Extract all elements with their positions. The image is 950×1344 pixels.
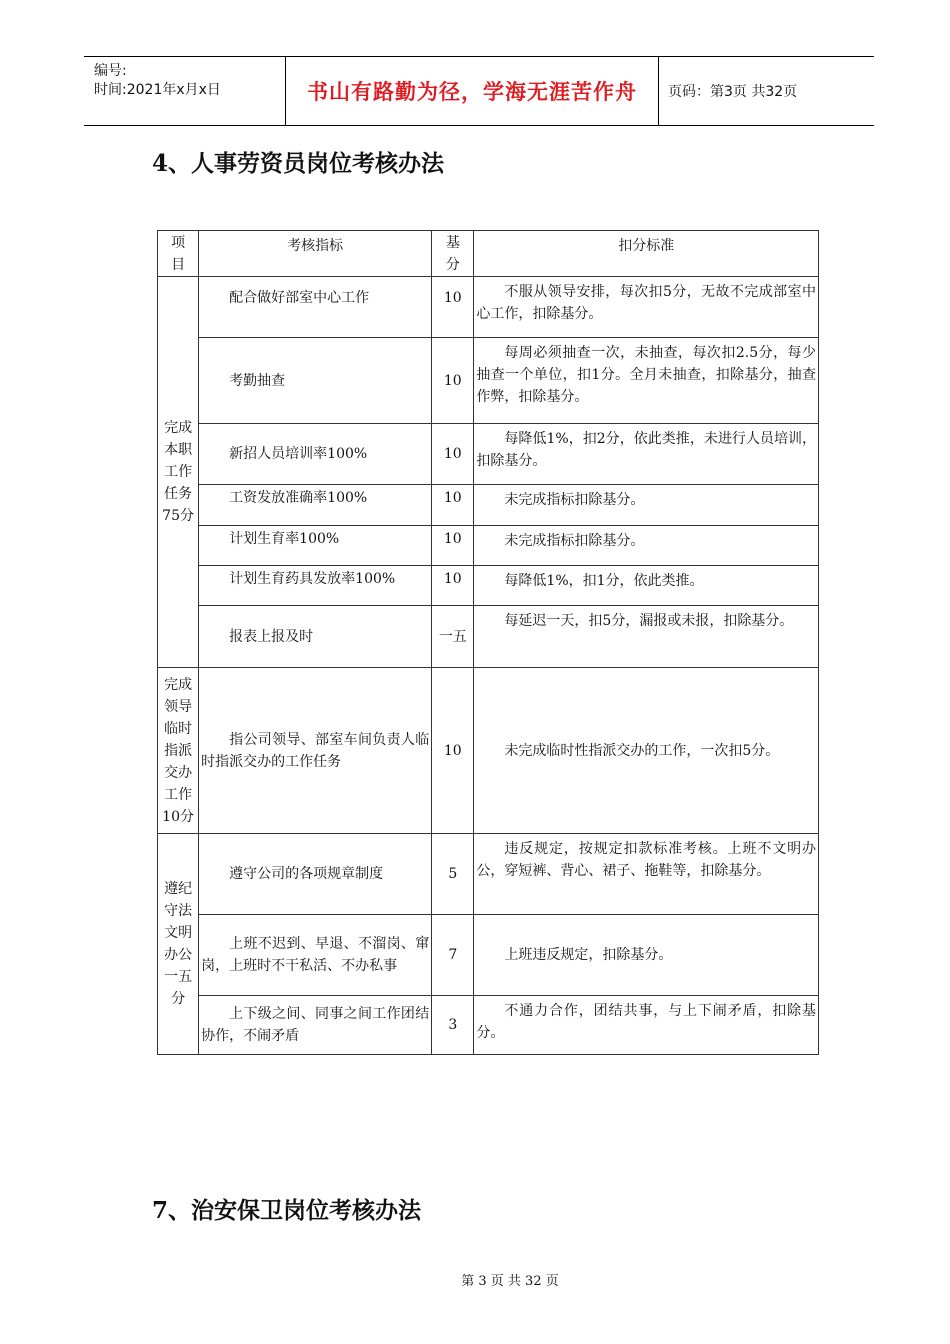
table-row xyxy=(158,485,819,526)
standard-cell: 未完成临时性指派交办的工作，一次扣5分。 xyxy=(474,668,819,834)
table-row xyxy=(158,668,819,834)
table-row xyxy=(158,338,819,424)
base-cell: 10 xyxy=(432,668,474,834)
header-base: 基分 xyxy=(432,231,474,277)
base-cell: 10 xyxy=(432,277,474,338)
table-row xyxy=(158,606,819,668)
standard-cell: 每降低1%，扣1分，依此类推。 xyxy=(474,566,819,606)
standard-cell: 不通力合作，团结共事，与上下闹矛盾，扣除基分。 xyxy=(474,996,819,1055)
table-row xyxy=(158,566,819,606)
page-footer: 第 3 页 共 32 页 xyxy=(461,1274,559,1289)
section-title-hr: 4、人事劳资员岗位考核办法 xyxy=(152,150,445,177)
base-cell: 5 xyxy=(432,834,474,915)
group-project-cell: 遵纪守法文明办公一五分 xyxy=(158,834,199,1055)
serial-label: 编号: xyxy=(94,63,127,79)
base-cell: 10 xyxy=(432,526,474,566)
header-project: 项目 xyxy=(158,231,199,277)
standard-cell: 每延迟一天，扣5分，漏报或未报，扣除基分。 xyxy=(474,606,819,668)
header-motto-cell xyxy=(285,57,659,125)
base-cell: 一五 xyxy=(432,606,474,668)
indicator-cell: 计划生育率100% xyxy=(199,526,432,566)
indicator-cell: 计划生育药具发放率100% xyxy=(199,566,432,606)
header-standard: 扣分标准 xyxy=(474,231,819,277)
base-cell: 10 xyxy=(432,424,474,485)
table-row xyxy=(158,915,819,996)
page-header xyxy=(84,56,874,126)
page-info-text: 页码：第3页 共32页 xyxy=(668,84,798,100)
group-project-cell: 完成领导临时指派交办工作10分 xyxy=(158,668,199,834)
header-meta xyxy=(84,57,284,125)
table-row xyxy=(158,277,819,338)
indicator-cell: 考勤抽查 xyxy=(199,338,432,424)
section-title-security: 7、治安保卫岗位考核办法 xyxy=(152,1197,422,1224)
base-cell: 10 xyxy=(432,338,474,424)
base-cell: 10 xyxy=(432,485,474,526)
table-row xyxy=(158,834,819,915)
motto-text: 书山有路勤为径，学海无涯苦作舟 xyxy=(307,79,637,104)
standard-cell: 上班违反规定，扣除基分。 xyxy=(474,915,819,996)
standard-cell: 每周必须抽查一次，未抽查，每次扣2.5分，每少抽查一个单位，扣1分。全月未抽查，扣除基分，抽查作弊，扣除基分。 xyxy=(474,338,819,424)
standard-cell: 违反规定，按规定扣款标准考核。上班不文明办公，穿短裤、背心、裙子、拖鞋等，扣除基分。 xyxy=(474,834,819,915)
standard-cell: 未完成指标扣除基分。 xyxy=(474,485,819,526)
indicator-cell: 上下级之间、同事之间工作团结协作，不闹矛盾 xyxy=(199,996,432,1055)
indicator-cell: 配合做好部室中心工作 xyxy=(199,277,432,338)
base-cell: 10 xyxy=(432,566,474,606)
table-row xyxy=(158,996,819,1055)
standard-cell: 未完成指标扣除基分。 xyxy=(474,526,819,566)
indicator-cell: 新招人员培训率100% xyxy=(199,424,432,485)
group-project-cell: 完成本职工作任务75分 xyxy=(158,277,199,668)
time-label: 时间:2021年x月x日 xyxy=(94,82,221,98)
indicator-cell: 遵守公司的各项规章制度 xyxy=(199,834,432,915)
indicator-cell: 指公司领导、部室车间负责人临时指派交办的工作任务 xyxy=(199,668,432,834)
standard-cell: 每降低1%，扣2分，依此类推，未进行人员培训，扣除基分。 xyxy=(474,424,819,485)
base-cell: 7 xyxy=(432,915,474,996)
header-page-info xyxy=(668,57,874,125)
standard-cell: 不服从领导安排，每次扣5分，无故不完成部室中心工作，扣除基分。 xyxy=(474,277,819,338)
table-row xyxy=(158,526,819,566)
assessment-table-wrapper xyxy=(157,230,819,1055)
indicator-cell: 报表上报及时 xyxy=(199,606,432,668)
indicator-cell: 工资发放准确率100% xyxy=(199,485,432,526)
table-header-row xyxy=(158,231,819,277)
header-indicator: 考核指标 xyxy=(199,231,432,277)
assessment-table xyxy=(157,230,819,1055)
table-row xyxy=(158,424,819,485)
indicator-cell: 上班不迟到、早退、不溜岗、窜岗，上班时不干私活、不办私事 xyxy=(199,915,432,996)
base-cell: 3 xyxy=(432,996,474,1055)
